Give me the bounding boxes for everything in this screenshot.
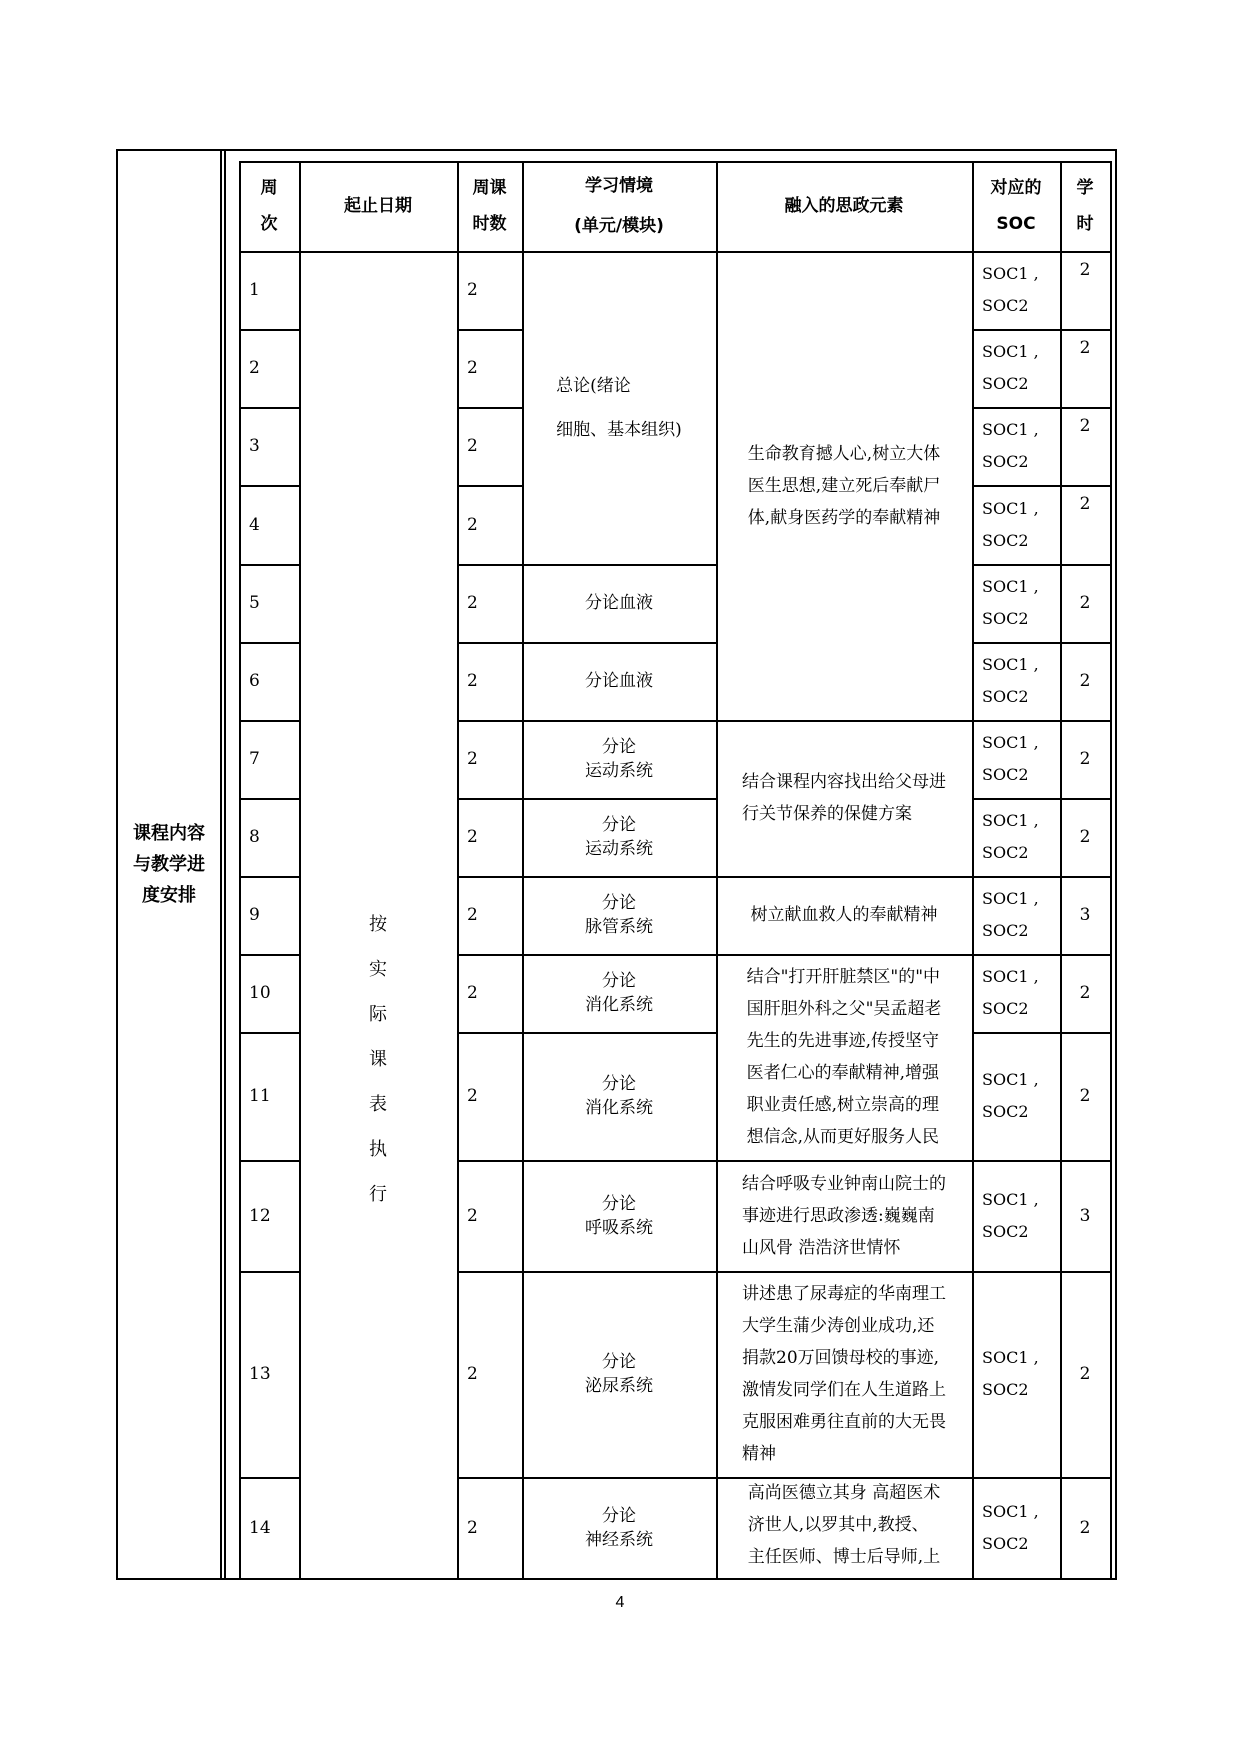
hours-cell (457, 1271, 522, 1477)
credit-value: 2 (1079, 983, 1091, 1003)
module-vascular-line: 分论 (602, 893, 636, 913)
credit-cell (1060, 876, 1110, 954)
ideology-e-line: 山风骨 浩浩济世情怀 (742, 1237, 901, 1258)
hours-cell (457, 1160, 522, 1271)
header-credit-line: 学 (1076, 178, 1094, 198)
hours-value: 2 (467, 593, 478, 613)
soc-line: SOC1 , (982, 1501, 1039, 1521)
module-motor-line: 分论 (602, 737, 636, 757)
header-ideology (716, 161, 972, 251)
hours-value: 2 (467, 436, 478, 456)
section-label-line: 课程内容 (133, 823, 205, 844)
soc-line: SOC2 (982, 374, 1029, 393)
soc-line: SOC1 , (982, 655, 1039, 674)
ideology-a (716, 251, 972, 720)
hours-value: 2 (467, 827, 478, 847)
soc-line: SOC2 (982, 765, 1029, 784)
ideology-d-line: 职业责任感,树立崇高的理 (746, 1095, 939, 1115)
credit-value: 2 (1079, 671, 1091, 691)
hours-value: 2 (467, 905, 478, 925)
credit-value: 2 (1079, 593, 1091, 613)
soc-cell (972, 954, 1060, 1032)
credit-value: 2 (1079, 260, 1091, 280)
module-digestive (522, 1032, 716, 1160)
credit-value: 2 (1079, 749, 1091, 769)
week-cell (239, 642, 299, 720)
dates-char: 按 (369, 914, 387, 935)
ideology-f-line: 大学生蒲少涛创业成功,还 (742, 1316, 935, 1336)
week-number: 4 (249, 514, 260, 535)
module-vascular (522, 876, 716, 954)
week-cell (239, 876, 299, 954)
soc-line: SOC2 (982, 296, 1029, 315)
soc-line: SOC1 , (982, 577, 1039, 596)
week-cell (239, 1160, 299, 1271)
section-divider (220, 149, 222, 1580)
ideology-f-line: 精神 (742, 1444, 776, 1464)
table-col-border (1110, 161, 1112, 1578)
header-hours-line: 时数 (472, 214, 507, 234)
credit-value: 2 (1079, 338, 1091, 358)
week-number: 7 (249, 749, 260, 769)
header-week (239, 161, 299, 251)
hours-value: 2 (467, 358, 478, 378)
credit-cell (1060, 720, 1110, 798)
dates-char: 表 (369, 1094, 387, 1115)
ideology-c-line: 树立献血救人的奉献精神 (750, 905, 938, 925)
credit-cell (1060, 251, 1110, 329)
week-cell (239, 485, 299, 564)
credit-value: 2 (1079, 494, 1091, 514)
hours-cell (457, 720, 522, 798)
module-general (522, 251, 716, 564)
week-cell (239, 954, 299, 1032)
credit-value: 2 (1079, 416, 1091, 436)
ideology-d-line: 先生的先进事迹,传授坚守 (746, 1031, 939, 1051)
module-nervous (522, 1477, 716, 1578)
soc-line: SOC2 (982, 1221, 1029, 1241)
soc-cell (972, 1160, 1060, 1271)
module-vascular-line: 脉管系统 (585, 917, 653, 937)
ideology-g-line: 高尚医德立其身 高超医术 (747, 1483, 941, 1503)
soc-line: SOC2 (982, 921, 1029, 940)
soc-cell (972, 798, 1060, 876)
ideology-g-line: 主任医师、博士后导师,上 (747, 1547, 941, 1567)
hours-cell (457, 798, 522, 876)
ideology-f-line: 克服困难勇往直前的大无畏 (742, 1412, 946, 1432)
soc-line: SOC1 , (982, 733, 1039, 752)
module-motor-line: 运动系统 (585, 839, 653, 859)
dates-cell (299, 251, 457, 1578)
header-ideology-text: 融入的思政元素 (784, 196, 904, 216)
credit-value: 3 (1079, 905, 1091, 925)
week-number: 3 (249, 436, 260, 456)
header-credit (1060, 161, 1110, 251)
soc-line: SOC1 , (982, 889, 1039, 908)
header-soc-line: SOC (996, 214, 1036, 234)
soc-line: SOC1 , (982, 1348, 1039, 1367)
header-dates-text: 起止日期 (344, 196, 412, 216)
ideology-d-line: 结合"打开肝脏禁区"的"中 (746, 967, 941, 987)
soc-cell (972, 1032, 1060, 1160)
module-motor (522, 720, 716, 798)
module-digestive-line: 消化系统 (585, 995, 653, 1015)
week-number: 1 (249, 280, 260, 300)
header-credit-line: 时 (1076, 214, 1094, 234)
dates-char: 际 (369, 1004, 387, 1025)
module-blood-line: 分论血液 (585, 671, 653, 691)
soc-line: SOC2 (982, 999, 1029, 1018)
ideology-a-line: 医生思想,建立死后奉献尸 (747, 475, 941, 496)
week-number: 9 (249, 905, 260, 925)
credit-value: 3 (1079, 1205, 1091, 1226)
outer-border-bottom (116, 1578, 1115, 1580)
hours-cell (457, 407, 522, 485)
soc-line: SOC1 , (982, 498, 1039, 518)
week-cell (239, 798, 299, 876)
soc-cell (972, 485, 1060, 564)
module-respiratory-line: 呼吸系统 (585, 1217, 653, 1238)
ideology-a-line: 体,献身医药学的奉献精神 (747, 507, 941, 528)
ideology-g-line: 济世人,以罗其中,教授、 (747, 1515, 929, 1535)
module-digestive-line: 分论 (602, 971, 636, 991)
week-cell (239, 329, 299, 407)
credit-cell (1060, 642, 1110, 720)
week-cell (239, 564, 299, 642)
ideology-b-line: 行关节保养的保健方案 (742, 804, 912, 824)
hours-cell (457, 329, 522, 407)
soc-cell (972, 642, 1060, 720)
header-module-line: (单元/模块) (574, 216, 664, 236)
credit-cell (1060, 564, 1110, 642)
soc-line: SOC2 (982, 1380, 1029, 1399)
module-general-line: 细胞、基本组织) (556, 419, 682, 440)
dates-char: 行 (369, 1184, 387, 1205)
header-week-line: 次 (260, 214, 278, 234)
credit-value: 2 (1079, 1517, 1091, 1538)
credit-cell (1060, 1032, 1110, 1160)
soc-line: SOC2 (982, 1533, 1029, 1553)
header-module-line: 学习情境 (585, 176, 653, 196)
ideology-f-line: 激情发同学们在人生道路上 (742, 1380, 946, 1400)
hours-value: 2 (467, 671, 478, 691)
week-number: 6 (249, 671, 260, 691)
week-number: 8 (249, 827, 260, 847)
hours-value: 2 (467, 749, 478, 769)
hours-cell (457, 251, 522, 329)
ideology-d (716, 954, 972, 1160)
module-urinary-line: 分论 (602, 1352, 636, 1372)
soc-line: SOC2 (982, 843, 1029, 862)
module-respiratory-line: 分论 (602, 1193, 636, 1214)
module-motor-line: 分论 (602, 815, 636, 835)
hours-value: 2 (467, 1205, 478, 1226)
week-number: 12 (249, 1205, 271, 1226)
week-number: 2 (249, 358, 260, 378)
ideology-f-line: 讲述患了尿毒症的华南理工 (742, 1284, 946, 1304)
module-urinary-line: 泌尿系统 (585, 1376, 653, 1396)
credit-value: 2 (1079, 827, 1091, 847)
header-soc (972, 161, 1060, 251)
week-number: 5 (249, 593, 260, 613)
ideology-c (716, 876, 972, 954)
soc-line: SOC1 , (982, 264, 1039, 283)
credit-cell (1060, 1160, 1110, 1271)
hours-cell (457, 954, 522, 1032)
week-cell (239, 720, 299, 798)
header-hours (457, 161, 522, 251)
credit-cell (1060, 1477, 1110, 1578)
dates-char: 执 (369, 1139, 387, 1160)
hours-value: 2 (467, 1517, 478, 1538)
soc-line: SOC2 (982, 530, 1029, 550)
credit-value: 2 (1079, 1086, 1091, 1106)
week-number: 10 (249, 983, 271, 1003)
module-urinary (522, 1271, 716, 1477)
module-digestive-line: 消化系统 (585, 1098, 653, 1118)
soc-line: SOC2 (982, 609, 1029, 628)
module-blood-line: 分论血液 (585, 593, 653, 613)
hours-value: 2 (467, 1086, 478, 1106)
module-motor (522, 798, 716, 876)
ideology-f-line: 捐款20万回馈母校的事迹, (742, 1348, 940, 1368)
section-label-line: 与教学进 (133, 854, 205, 875)
ideology-g (716, 1477, 972, 1578)
module-blood (522, 564, 716, 642)
header-dates (299, 161, 457, 251)
hours-cell (457, 642, 522, 720)
soc-cell (972, 407, 1060, 485)
ideology-d-line: 国肝胆外科之父"吴孟超老 (746, 999, 942, 1019)
week-cell (239, 251, 299, 329)
hours-cell (457, 1477, 522, 1578)
hours-value: 2 (467, 983, 478, 1003)
section-divider (224, 149, 226, 1580)
soc-line: SOC1 , (982, 967, 1039, 986)
soc-cell (972, 1271, 1060, 1477)
dates-char: 实 (369, 959, 387, 980)
module-motor-line: 运动系统 (585, 761, 653, 781)
module-digestive (522, 954, 716, 1032)
credit-cell (1060, 954, 1110, 1032)
week-cell (239, 1477, 299, 1578)
ideology-e (716, 1160, 972, 1271)
module-nervous-line: 神经系统 (585, 1529, 653, 1550)
soc-line: SOC1 , (982, 1189, 1039, 1209)
soc-line: SOC2 (982, 452, 1029, 471)
credit-cell (1060, 798, 1110, 876)
week-cell (239, 407, 299, 485)
ideology-b-line: 结合课程内容找出给父母进 (742, 772, 946, 792)
ideology-e-line: 结合呼吸专业钟南山院士的 (742, 1173, 946, 1194)
soc-line: SOC1 , (982, 342, 1039, 361)
credit-cell (1060, 485, 1110, 564)
section-label (118, 151, 220, 1578)
header-week-line: 周 (260, 178, 278, 198)
hours-value: 2 (467, 280, 478, 300)
hours-cell (457, 564, 522, 642)
soc-line: SOC1 , (982, 420, 1039, 439)
week-cell (239, 1271, 299, 1477)
soc-cell (972, 720, 1060, 798)
hours-cell (457, 485, 522, 564)
hours-cell (457, 1032, 522, 1160)
week-number: 11 (249, 1086, 271, 1106)
header-hours-line: 周课 (472, 178, 507, 198)
ideology-d-line: 想信念,从而更好服务人民 (746, 1127, 939, 1147)
section-label-line: 度安排 (142, 885, 196, 906)
hours-value: 2 (467, 1364, 478, 1384)
credit-cell (1060, 329, 1110, 407)
page-number: 4 (615, 1594, 625, 1611)
credit-value: 2 (1079, 1364, 1091, 1384)
soc-line: SOC2 (982, 687, 1029, 706)
ideology-e-line: 事迹进行思政渗透:巍巍南 (742, 1205, 935, 1226)
week-number: 13 (249, 1364, 271, 1384)
soc-cell (972, 876, 1060, 954)
hours-cell (457, 876, 522, 954)
outer-border-top (116, 149, 1115, 151)
week-cell (239, 1032, 299, 1160)
credit-cell (1060, 1271, 1110, 1477)
header-module (522, 161, 716, 251)
week-number: 14 (249, 1517, 271, 1538)
hours-value: 2 (467, 514, 478, 535)
ideology-f (716, 1271, 972, 1477)
outer-border-right (1115, 149, 1117, 1580)
soc-line: SOC2 (982, 1102, 1029, 1121)
ideology-d-line: 医者仁心的奉献精神,增强 (746, 1063, 939, 1083)
module-digestive-line: 分论 (602, 1074, 636, 1094)
soc-cell (972, 329, 1060, 407)
module-respiratory (522, 1160, 716, 1271)
soc-line: SOC1 , (982, 1070, 1039, 1089)
soc-line: SOC1 , (982, 811, 1039, 830)
soc-cell (972, 251, 1060, 329)
ideology-a-line: 生命教育撼人心,树立大体 (747, 443, 941, 464)
dates-char: 课 (369, 1049, 387, 1070)
module-nervous-line: 分论 (602, 1505, 636, 1526)
ideology-b (716, 720, 972, 876)
header-soc-line: 对应的 (990, 178, 1042, 198)
module-blood (522, 642, 716, 720)
module-general-line: 总论(绪论 (556, 375, 631, 396)
soc-cell (972, 564, 1060, 642)
soc-cell (972, 1477, 1060, 1578)
credit-cell (1060, 407, 1110, 485)
